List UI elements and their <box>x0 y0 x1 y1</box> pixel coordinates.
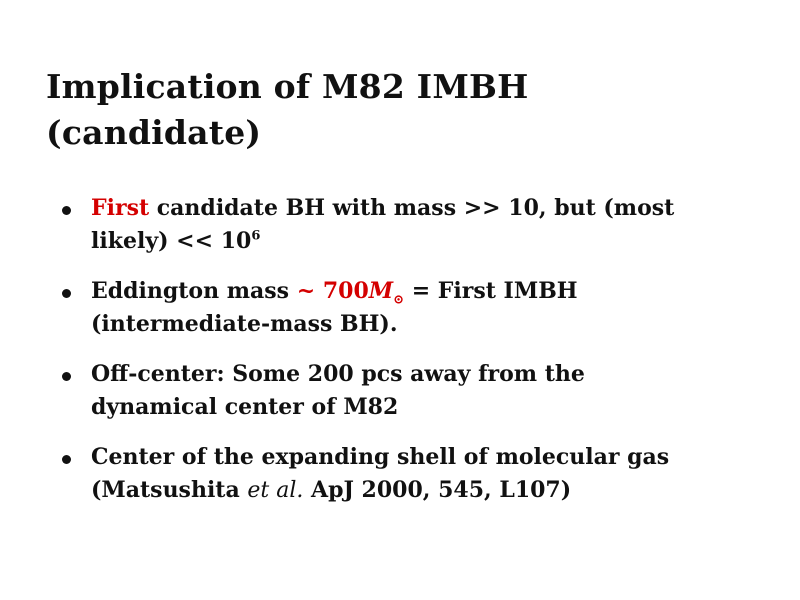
eddington-value: 700 <box>322 278 369 304</box>
approx-symbol: ~ <box>296 278 323 304</box>
slide-title <box>46 64 746 156</box>
eddington-label: Eddington mass <box>91 278 297 304</box>
exponent: 6 <box>251 228 261 244</box>
bullet-list <box>60 192 760 524</box>
bullet-1-line-1-text: candidate BH with mass >> 10, but (most <box>149 195 675 221</box>
sun-subscript: ⊙ <box>393 292 405 308</box>
bullet-3-line-1: Off-center: Some 200 pcs away from the <box>91 361 585 387</box>
bullet-dot-icon <box>62 289 71 298</box>
citation-et-al: et al. <box>247 478 304 503</box>
bullet-4-line-2 <box>91 474 760 507</box>
first-highlight: First <box>91 195 150 221</box>
bullet-1-line-1 <box>91 192 760 225</box>
bullet-dot-icon <box>62 372 71 381</box>
solar-mass-symbol: M <box>368 278 394 304</box>
bullet-item-off-center <box>60 358 760 424</box>
title-line-2: (candidate) <box>46 113 262 152</box>
bullet-item-expanding-shell <box>60 441 760 507</box>
bullet-2-line-2: (intermediate-mass BH). <box>91 311 398 337</box>
bullet-item-first-candidate <box>60 192 760 258</box>
bullet-dot-icon <box>62 455 71 464</box>
title-line-1: Implication of M82 IMBH <box>46 67 529 106</box>
first-imbh-text: = First IMBH <box>404 278 578 304</box>
bullet-4-line-1: Center of the expanding shell of molecular gas <box>91 444 670 470</box>
bullet-3-line-2: dynamical center of M82 <box>91 394 399 420</box>
bullet-item-eddington-mass <box>60 275 760 341</box>
citation-reference: ApJ 2000, 545, L107) <box>303 477 572 503</box>
bullet-1-line-2 <box>91 225 760 258</box>
bullet-dot-icon <box>62 206 71 215</box>
bullet-1-line-2-text: likely) << 10 <box>91 228 252 254</box>
bullet-2-line-1 <box>91 275 760 308</box>
citation-author: (Matsushita <box>91 477 248 503</box>
